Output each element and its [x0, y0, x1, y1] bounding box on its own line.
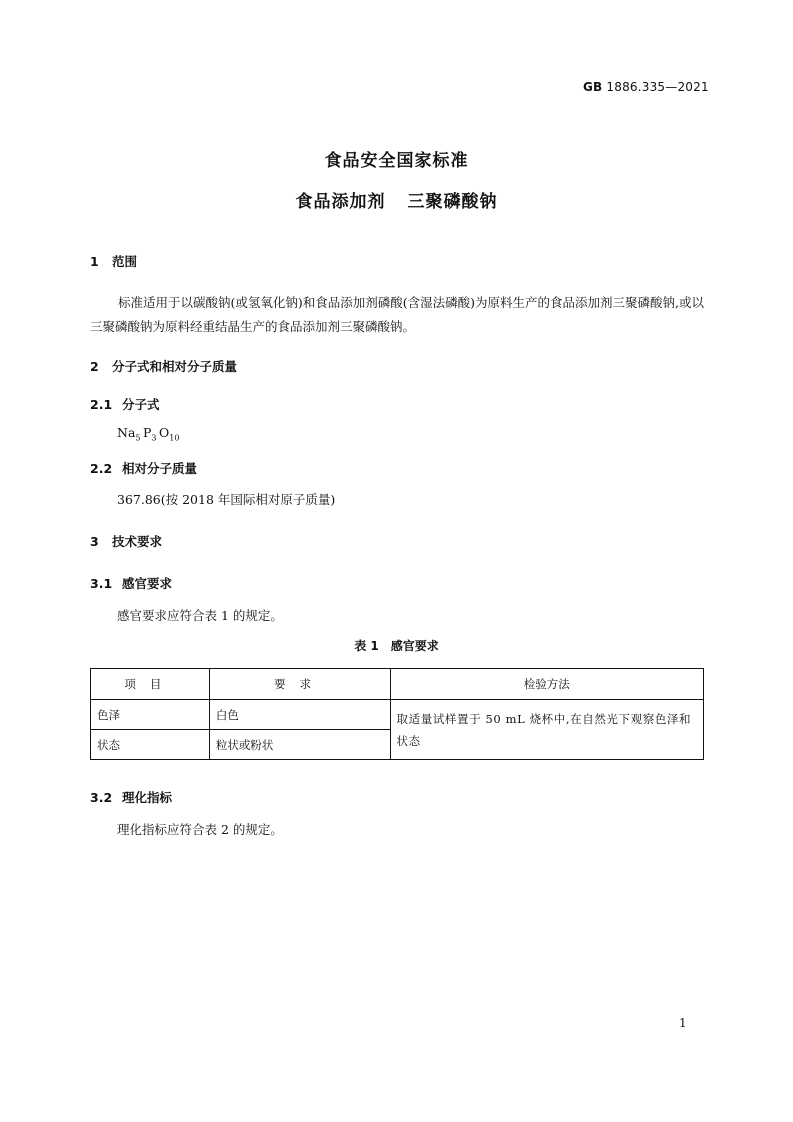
section-number: 3 — [90, 534, 99, 549]
page-number: 1 — [679, 1016, 687, 1030]
section-title: 分子式 — [122, 397, 160, 412]
cell-item: 色泽 — [91, 700, 210, 730]
caption-number: 表 1 — [354, 639, 379, 653]
section-number: 3.2 — [90, 790, 113, 805]
document-title: 食品安全国家标准 — [324, 151, 469, 171]
section-3-1-body: 感官要求应符合表 1 的规定。 — [117, 608, 283, 623]
section-2-1-heading — [90, 395, 160, 413]
subtitle-product: 三聚磷酸钠 — [407, 192, 498, 212]
section-title: 感官要求 — [122, 576, 173, 591]
section-number: 2.2 — [90, 461, 113, 476]
table-1-caption — [0, 637, 793, 654]
header-item: 项目 — [91, 669, 210, 700]
table-1 — [90, 668, 704, 760]
section-title: 分子式和相对分子质量 — [112, 359, 238, 374]
section-2-heading — [90, 357, 237, 375]
section-number: 2.1 — [90, 397, 113, 412]
cell-requirement: 粒状或粉状 — [209, 730, 390, 760]
header-method: 检验方法 — [390, 669, 703, 700]
header-requirement: 要求 — [209, 669, 390, 700]
table-row — [91, 700, 704, 730]
section-3-heading — [90, 532, 162, 550]
section-number: 2 — [90, 359, 99, 374]
table-header-row — [91, 669, 704, 700]
section-title: 范围 — [112, 254, 138, 269]
section-title: 相对分子质量 — [122, 461, 198, 476]
standard-number — [583, 80, 709, 94]
formula-subscript: 3 — [151, 433, 157, 443]
section-1-body: 标准适用于以碳酸钠(或氢氧化钠)和食品添加剂磷酸(含湿法磷酸)为原料生产的食品添加剂三聚磷酸钠,或以三聚磷酸钠为原料经重结晶生产的食品添加剂三聚磷酸钠。 — [90, 295, 704, 334]
molecular-mass-value: 367.86(按 2018 年国际相对原子质量) — [117, 492, 336, 507]
section-title: 理化指标 — [122, 790, 173, 805]
cell-method: 取适量试样置于 50 mL 烧杯中,在自然光下观察色泽和状态 — [390, 700, 703, 760]
section-3-2-body: 理化指标应符合表 2 的规定。 — [117, 822, 283, 837]
formula-subscript: 10 — [169, 433, 180, 443]
molecular-formula — [117, 425, 179, 443]
standard-code-number: 1886.335—2021 — [606, 80, 709, 94]
section-3-2-heading — [90, 788, 172, 806]
cell-item: 状态 — [91, 730, 210, 760]
formula-subscript: 5 — [135, 433, 141, 443]
formula-element-na: Na — [117, 425, 136, 440]
formula-element-p: P — [142, 425, 152, 440]
section-2-2-heading — [90, 459, 197, 477]
caption-title: 感官要求 — [390, 639, 439, 653]
document-subtitle — [0, 187, 793, 212]
formula-element-o: O — [159, 425, 170, 440]
standard-code: GB — [583, 80, 603, 94]
section-3-1-heading — [90, 574, 172, 592]
section-number: 3.1 — [90, 576, 113, 591]
section-1-heading — [90, 252, 137, 270]
subtitle-category: 食品添加剂 — [295, 192, 386, 212]
cell-requirement: 白色 — [209, 700, 390, 730]
section-title: 技术要求 — [112, 534, 163, 549]
section-number: 1 — [90, 254, 99, 269]
